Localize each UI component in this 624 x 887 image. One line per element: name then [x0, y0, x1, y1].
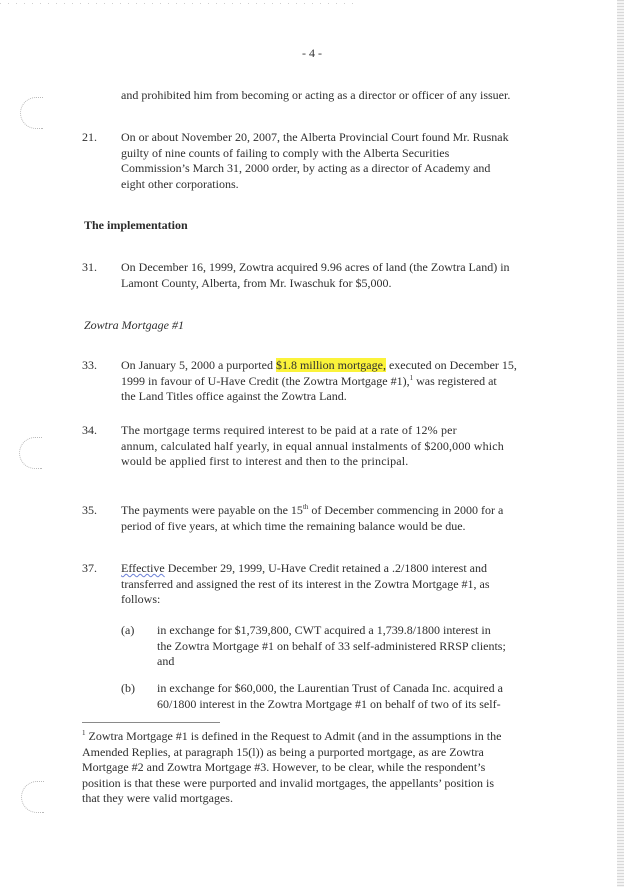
- paragraph-number: 21.: [82, 130, 97, 144]
- text-line: On or about November 20, 2007, the Alberta Provincial Court found Mr. Rusnak: [121, 130, 509, 144]
- text-segment: Zowtra Mortgage #1 is defined in the Request to Admit (and in the assumptions in the: [85, 729, 502, 743]
- paragraph-text: [121, 503, 503, 534]
- text-line: the Zowtra Mortgage #1 on behalf of 33 self-administered RRSP clients;: [157, 638, 506, 653]
- text-line: Lamont County, Alberta, from Mr. Iwaschuk for $5,000.: [121, 275, 392, 290]
- text-line: the Land Titles office against the Zowtra Land.: [121, 389, 347, 403]
- text-segment: On January 5, 2000 a purported: [121, 358, 276, 372]
- paragraph-text: [121, 358, 517, 405]
- highlighted-text[interactable]: $1.8 million mortgage,: [275, 358, 386, 372]
- continuation-line: and prohibited him from becoming or acting as a director or officer of any issuer.: [121, 88, 511, 102]
- paragraph-text: [121, 130, 509, 192]
- text-line: would be applied first to interest and then to the principal.: [121, 454, 409, 468]
- paragraph-number: 37.: [82, 561, 97, 575]
- text-line: Mortgage #2 and Zowtra Mortgage #3. However, to be clear, while the respondent’s: [82, 760, 486, 774]
- text-line: that they were valid mortgages.: [82, 791, 233, 805]
- text-line: guilty of nine counts of failing to comply with the Alberta Securities: [121, 145, 450, 160]
- text-line: [121, 374, 517, 390]
- text-line: The mortgage terms required interest to be paid at a rate of 12% per: [121, 423, 457, 437]
- punch-hole-mark: [19, 437, 42, 469]
- spellcheck-flagged-word[interactable]: Effective: [121, 561, 165, 575]
- text-line: [121, 561, 490, 577]
- punch-hole-mark: [20, 97, 43, 129]
- paragraph-text: [121, 423, 504, 470]
- list-item-text: [157, 623, 506, 670]
- text-line: period of five years, at which time the remaining balance would be due.: [121, 518, 466, 533]
- text-line: On December 16, 1999, Zowtra acquired 9.96 acres of land (the Zowtra Land) in: [121, 260, 510, 274]
- text-line: 60/1800 interest in the Zowtra Mortgage #1 on behalf of two of its self-: [157, 696, 501, 711]
- list-item-label: (b): [121, 681, 135, 695]
- text-line: transferred and assigned the rest of its interest in the Zowtra Mortgage #1, as: [121, 576, 490, 591]
- text-line: eight other corporations.: [121, 176, 239, 191]
- scan-noise: [0, 3, 360, 4]
- page-edge-scan-border: [617, 0, 624, 887]
- text-segment: of December commencing in 2000 for a: [308, 503, 504, 517]
- text-segment: executed on December 15,: [385, 358, 517, 372]
- paragraph-number: 33.: [82, 358, 97, 372]
- paragraph-number: 35.: [82, 503, 97, 517]
- footnote-marker: 1: [82, 729, 86, 737]
- paragraph-number: 31.: [82, 260, 97, 274]
- text-line: follows:: [121, 592, 161, 606]
- paragraph-text: [121, 260, 510, 291]
- text-segment: December 29, 1999, U-Have Credit retained a .2/1800 interest and: [164, 561, 487, 575]
- subsection-heading: Zowtra Mortgage #1: [84, 318, 185, 332]
- list-item-label: (a): [121, 623, 135, 637]
- text-line: [82, 729, 501, 745]
- text-line: [121, 358, 517, 374]
- text-segment: was registered at: [413, 373, 497, 388]
- ordinal-suffix: th: [302, 503, 309, 511]
- text-line: [121, 503, 503, 519]
- text-segment: 1999 in favour of U-Have Credit (the Zowtra Mortgage #1),: [121, 373, 410, 388]
- page-number: - 4 -: [302, 46, 322, 60]
- text-line: position is that these were purported and invalid mortgages, the appellants’ position is: [82, 775, 495, 790]
- footnote-reference[interactable]: 1: [409, 373, 414, 382]
- text-line: in exchange for $60,000, the Laurentian Trust of Canada Inc. acquired a: [157, 681, 503, 695]
- paragraph-number: 34.: [82, 423, 97, 437]
- footnote: [82, 729, 501, 807]
- text-line: annum, calculated half yearly, in equal annual instalments of $200,000 which: [121, 438, 504, 453]
- text-line: in exchange for $1,739,800, CWT acquired a 1,739.8/1800 interest in: [157, 623, 491, 637]
- section-heading: The implementation: [84, 218, 188, 232]
- list-item-text: [157, 681, 503, 712]
- text-line: Amended Replies, at paragraph 15(l)) as being a purported mortgage, as are Zowtra: [82, 744, 484, 759]
- footnote-separator: [82, 722, 220, 723]
- text-line: and: [157, 654, 175, 668]
- text-line: Commission’s March 31, 2000 order, by acting as a director of Academy and: [121, 161, 491, 175]
- punch-hole-mark: [21, 781, 44, 813]
- text-segment: The payments were payable on the 15: [121, 503, 303, 517]
- paragraph-text: [121, 561, 490, 608]
